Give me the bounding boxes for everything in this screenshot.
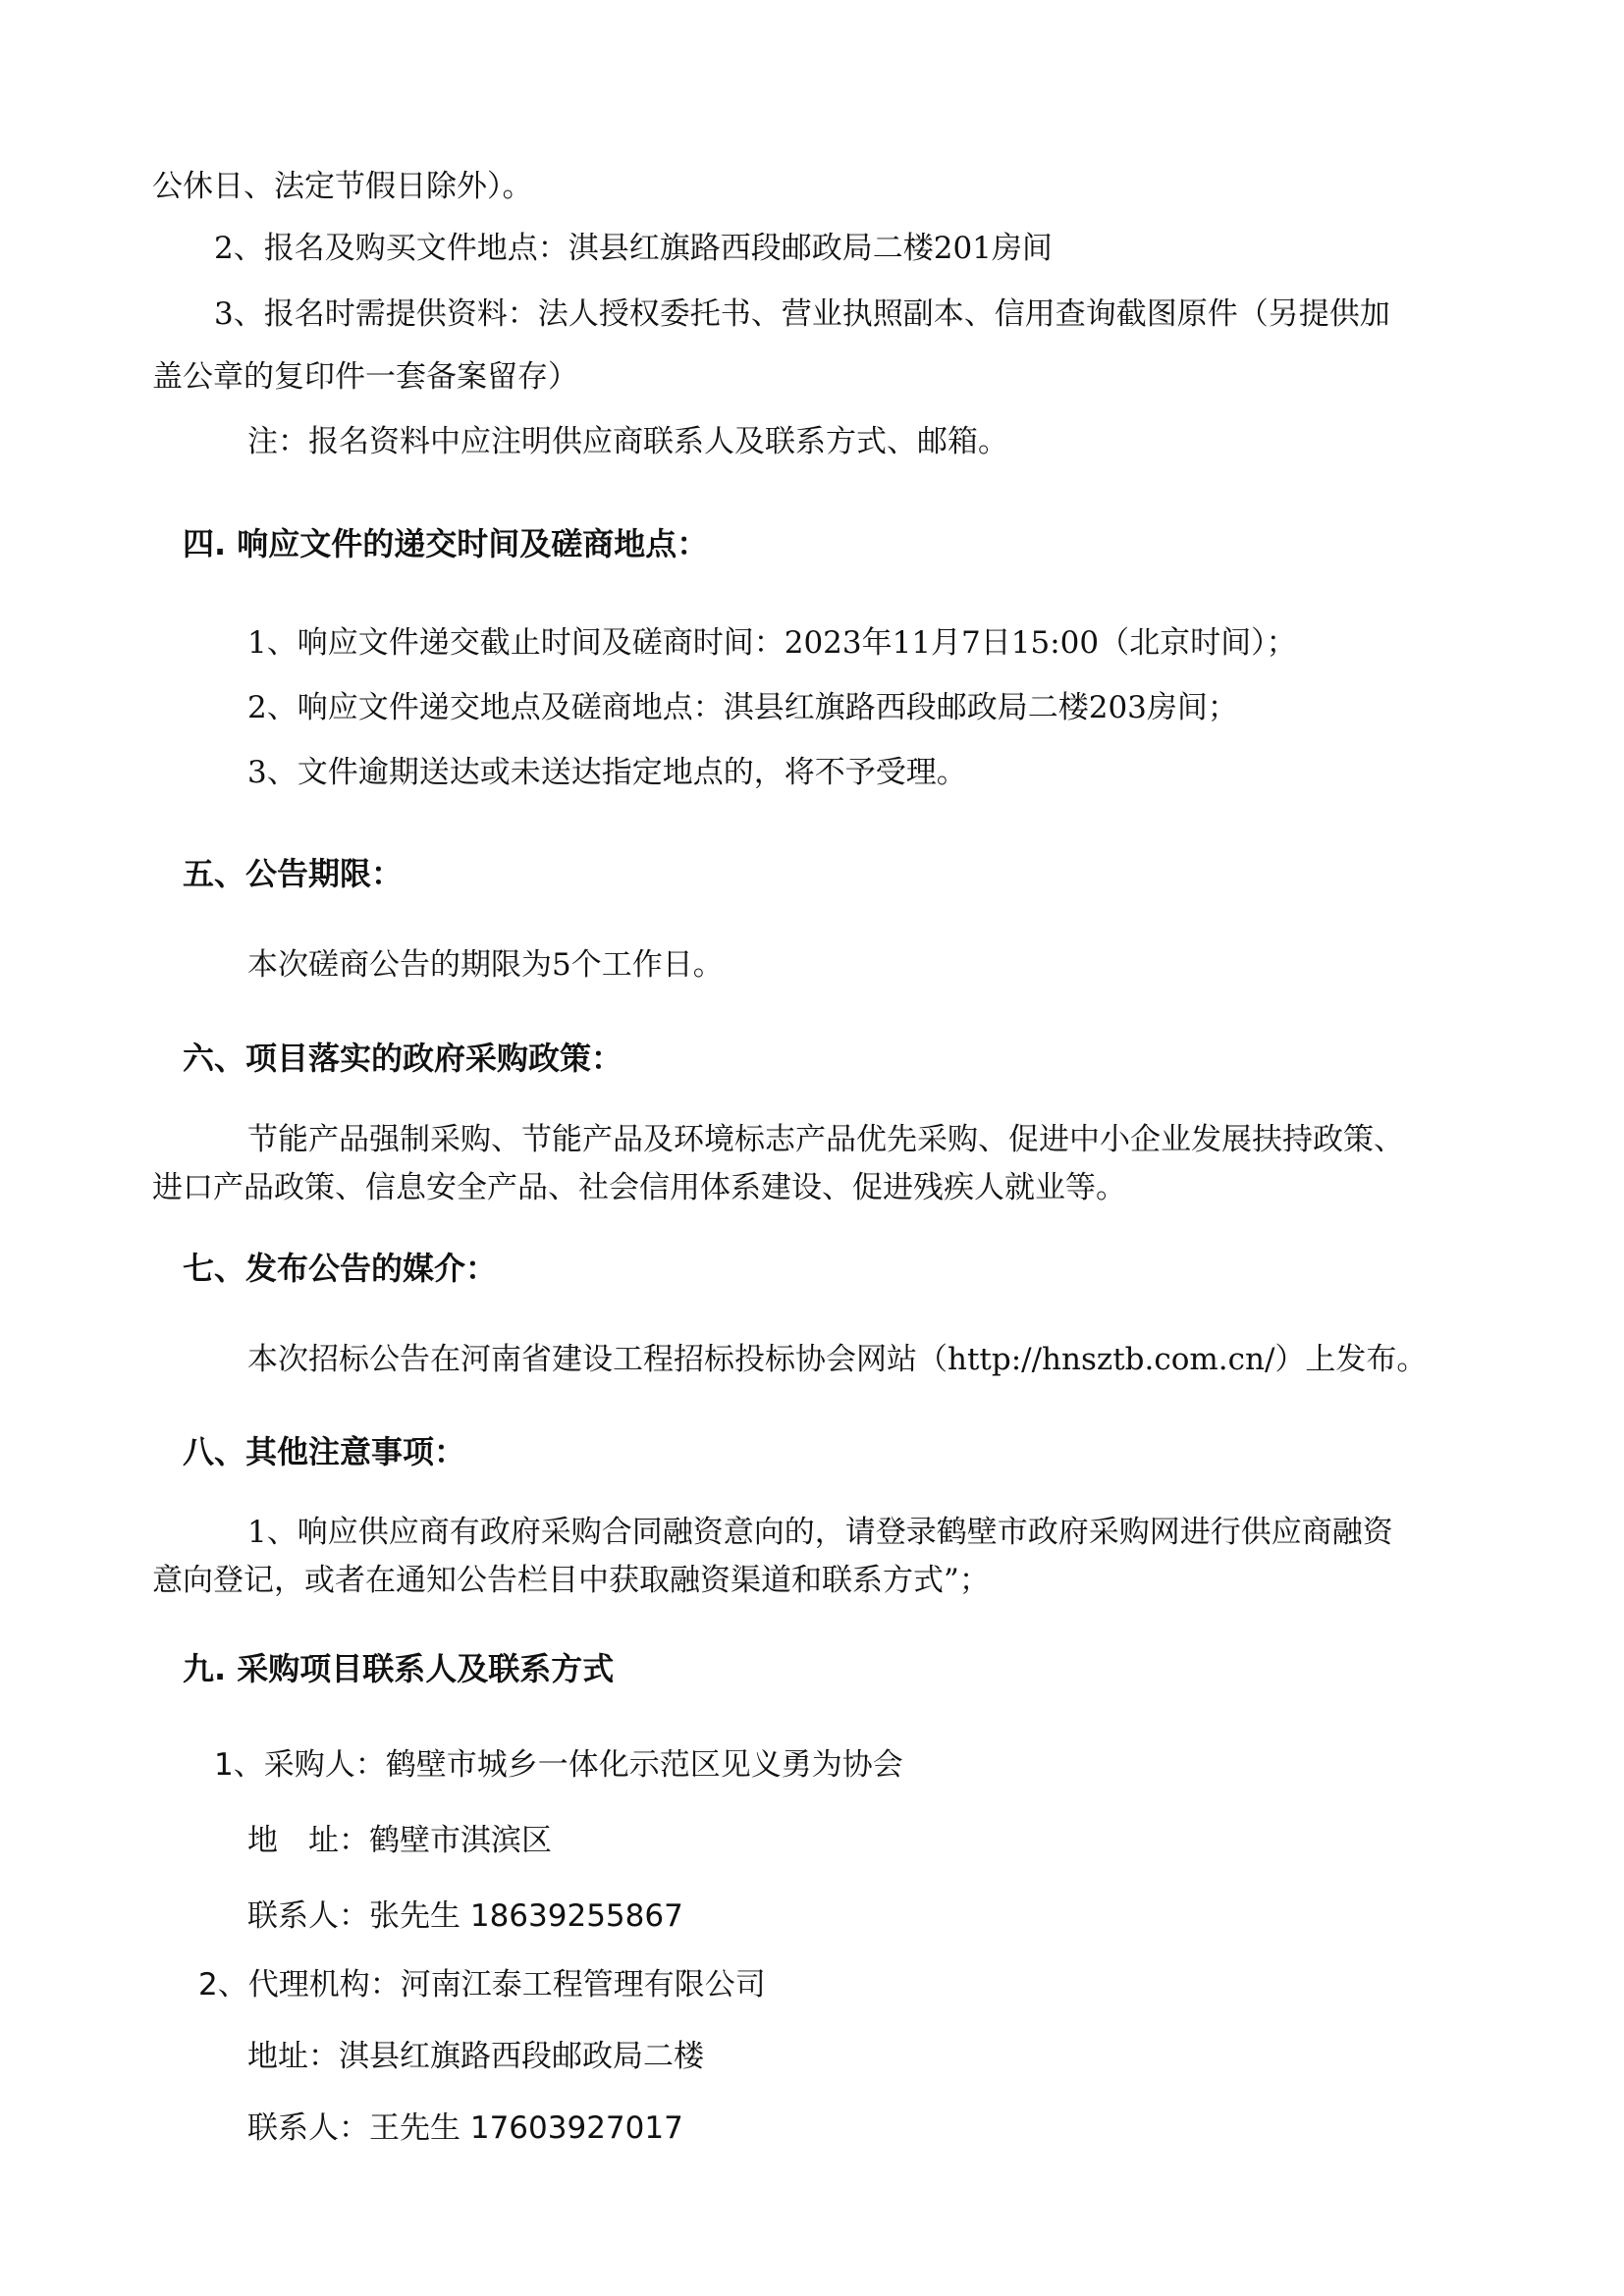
s9-purchaser-contact: 联系人：张先生 18639255867 bbox=[247, 1898, 683, 1934]
s9-purchaser-address: 地 址：鹤壁市淇滨区 bbox=[247, 1823, 552, 1858]
s4-item1: 1、响应文件递交截止时间及磋商时间：2023年11月7日15:00（北京时间）； bbox=[247, 625, 1297, 661]
s6-text-b: 进口产品政策、信息安全产品、社会信用体系建设、促进残疾人就业等。 bbox=[152, 1170, 1126, 1205]
s7-heading: 七、发布公告的媒介： bbox=[183, 1250, 498, 1287]
s9-purchaser: 1、采购人：鹤壁市城乡一体化示范区见义勇为协会 bbox=[214, 1747, 903, 1783]
s9-agency: 2、代理机构：河南江泰工程管理有限公司 bbox=[198, 1967, 766, 2002]
s3-item2: 2、报名及购买文件地点：淇县红旗路西段邮政局二楼201房间 bbox=[214, 231, 1053, 266]
s3-line1: 公休日、法定节假日除外）。 bbox=[152, 169, 533, 204]
s9-agency-address: 地址：淇县红旗路西段邮政局二楼 bbox=[247, 2039, 704, 2074]
s3-item3-a: 3、报名时需提供资料：法人授权委托书、营业执照副本、信用查询截图原件（另提供加 bbox=[214, 296, 1390, 332]
s4-item3: 3、文件逾期送达或未送达指定地点的，将不予受理。 bbox=[247, 755, 967, 790]
s8-text-b: 意向登记，或者在通知公告栏目中获取融资渠道和联系方式”； bbox=[152, 1563, 990, 1598]
s8-heading: 八、其他注意事项： bbox=[183, 1433, 466, 1470]
s5-text: 本次磋商公告的期限为5个工作日。 bbox=[247, 947, 724, 983]
s3-note: 注：报名资料中应注明供应商联系人及联系方式、邮箱。 bbox=[247, 424, 1008, 459]
s4-item2: 2、响应文件递交地点及磋商地点：淇县红旗路西段邮政局二楼203房间； bbox=[247, 690, 1238, 725]
s6-heading: 六、项目落实的政府采购政策： bbox=[183, 1040, 623, 1077]
s8-text-a: 1、响应供应商有政府采购合同融资意向的，请登录鹤壁市政府采购网进行供应商融资 bbox=[247, 1515, 1393, 1550]
s3-item3-b: 盖公章的复印件一套备案留存） bbox=[152, 359, 578, 395]
s9-heading: 九. 采购项目联系人及联系方式 bbox=[183, 1650, 615, 1687]
s7-text: 本次招标公告在河南省建设工程招标投标协会网站（http://hnsztb.com.cn/）上发布。 bbox=[247, 1342, 1428, 1377]
s9-agency-contact: 联系人：王先生 17603927017 bbox=[247, 2110, 683, 2146]
s5-heading: 五、公告期限： bbox=[183, 855, 404, 892]
s6-text-a: 节能产品强制采购、节能产品及环境标志产品优先采购、促进中小企业发展扶持政策、 bbox=[247, 1122, 1404, 1157]
s4-heading: 四. 响应文件的递交时间及磋商地点： bbox=[183, 525, 709, 562]
